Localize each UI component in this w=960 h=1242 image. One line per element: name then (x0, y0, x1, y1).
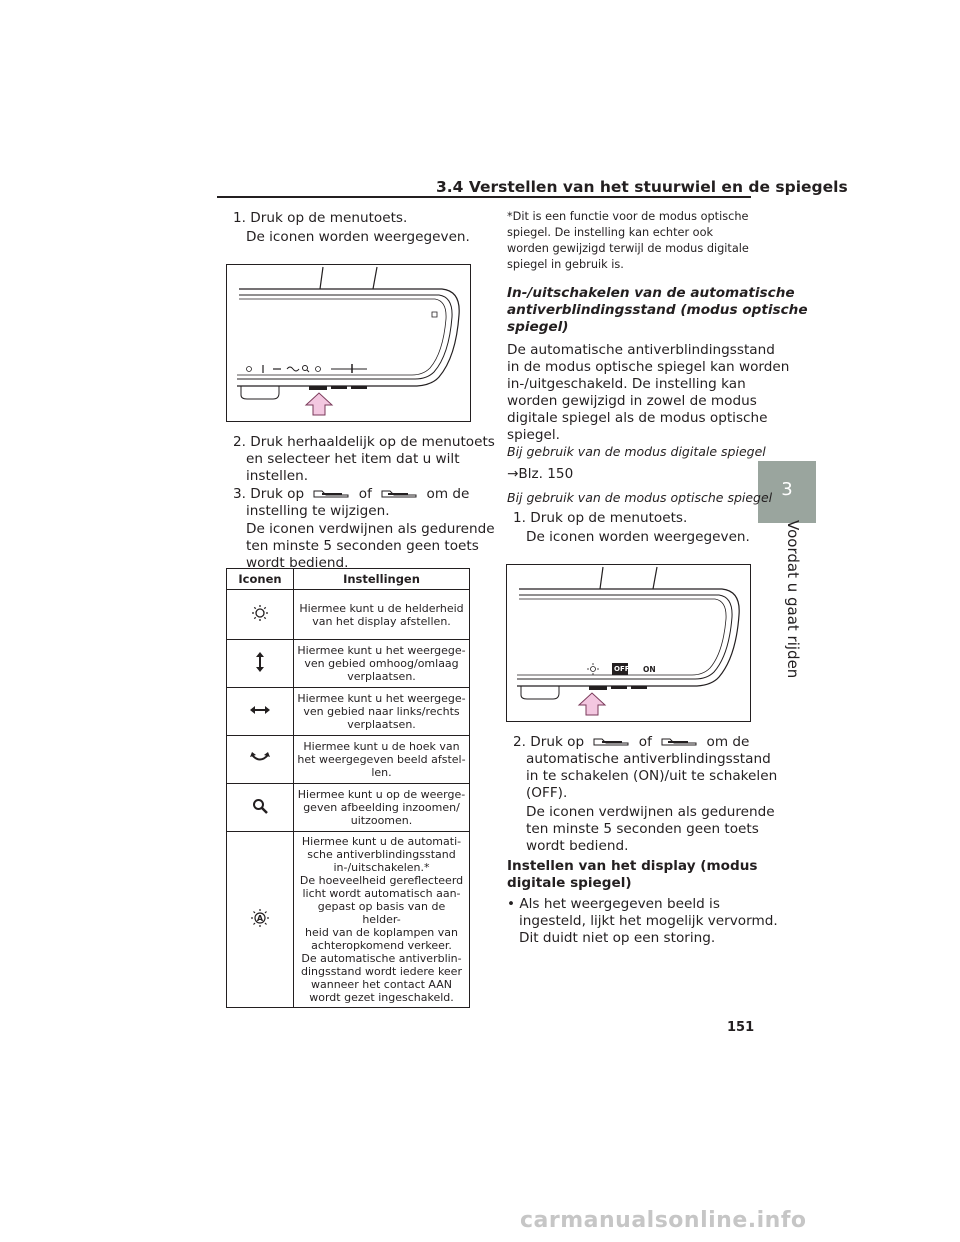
chapter-number: 3 (781, 479, 793, 500)
right-step-2-result: De iconen verdwijnen als gedurende ten minste 5 seconden geen toets wordt bediend. (526, 804, 775, 854)
table-header-icons: Iconen (227, 569, 294, 590)
step-3-line-2: instelling te wijzigen. (246, 503, 390, 519)
icons-table-wrapper (226, 568, 470, 1008)
brightness-icon (227, 590, 294, 640)
table-cell-brightness: Hiermee kunt u de helderheid van het display afstellen. (294, 590, 470, 640)
right-step-1: 1. Druk op de menutoets. (513, 510, 688, 526)
table-row (227, 590, 470, 640)
step-3-text-b: of (358, 486, 372, 502)
svg-text:A: A (256, 914, 264, 923)
paragraph-antiglare: De automatische antiverblindingsstand in de modus optische spiegel kan worden in-/uitgeschakeld. De instelling kan worden gewijzigd in zowel de modus digitale spiegel als de modus optische spiegel. (507, 342, 790, 443)
table-cell-tilt: Hiermee kunt u de hoek van het weergegeven beeld afstel- len. (294, 736, 470, 784)
bullet-note: • Als het weergegeven beeld is ingesteld, lijkt het mogelijk vervormd. Dit duidt niet op een storing. (507, 896, 778, 946)
step-2-line-3: instellen. (246, 468, 309, 484)
page-reference[interactable]: →Blz. 150 (507, 466, 574, 482)
heading-antiglare: In-/uitschakelen van de automatische antiverblindingsstand (modus optische spiegel) (507, 285, 808, 335)
step-1-result: De iconen worden weergegeven. (246, 229, 470, 245)
auto-antiglare-icon (227, 832, 294, 1008)
right-step-2-rest: automatische antiverblindingsstand in te schakelen (ON)/uit te schakelen (OFF). (526, 751, 778, 801)
section-title: 3.4 Verstellen van het stuurwiel en de spiegels (436, 178, 848, 196)
table-row (227, 736, 470, 784)
page-number: 151 (727, 1020, 755, 1035)
header-rule (217, 196, 751, 198)
step-1: 1. Druk op de menutoets. (233, 210, 408, 226)
updown-arrow-icon (227, 640, 294, 688)
step-3-result-2: ten minste 5 seconden geen toets (246, 538, 479, 554)
right-step-1-result: De iconen worden weergegeven. (526, 529, 750, 545)
table-cell-updown: Hiermee kunt u het weergege- ven gebied omhoog/omlaag verplaatsen. (294, 640, 470, 688)
step-2-line-2: en selecteer het item dat u wilt (246, 451, 460, 467)
watermark: carmanualsonline.info (520, 1208, 807, 1233)
footnote: *Dit is een functie voor de modus optische spiegel. De instelling kan echter ook worden gewijzigd terwijl de modus digitale spiegel in gebruik is. (507, 210, 749, 271)
table-cell-zoom: Hiermee kunt u op de weerge- geven afbeelding inzoomen/ uitzoomen. (294, 784, 470, 832)
up-button-icon (592, 737, 630, 747)
mirror-illustration-icon (227, 265, 470, 421)
table-row (227, 640, 470, 688)
icons-table (226, 568, 470, 1008)
zoom-icon (227, 784, 294, 832)
table-row (227, 784, 470, 832)
down-button-icon (660, 737, 698, 747)
table-cell-auto-antiglare: Hiermee kunt u de automati- sche antiverblindingsstand in-/uitschakelen.* De hoeveelheid gereflecteerd licht wordt automatisch aan- gepast op basis van de helder- heid van de koplampen van achteropkomend verkeer. De automatische antiverblin- dingsstand wordt iedere keer wanneer het contact AAN wordt gezet ingeschakeld. (294, 832, 470, 1008)
step-3-text-c: om de (426, 486, 470, 502)
on-label: ON (643, 665, 656, 674)
chapter-title: Voordat u gaat rijden (784, 520, 802, 679)
leftright-arrow-icon (227, 688, 294, 736)
table-header-settings: Instellingen (294, 569, 470, 590)
mirror-figure-1 (226, 264, 471, 422)
step-3-text-a: 3. Druk op (233, 486, 305, 502)
right-step-2-line-1: 2. Druk op of om de (513, 734, 750, 750)
up-button-icon (312, 489, 350, 499)
step-3-line-1 (233, 486, 469, 503)
heading-display: Instellen van het display (modus digitale spiegel) (507, 858, 758, 891)
step-3-result-3: wordt bediend. (246, 555, 349, 571)
table-row (227, 688, 470, 736)
step-2-line-1: 2. Druk herhaaldelijk op de menutoets (233, 434, 495, 450)
table-row (227, 832, 470, 1008)
tilt-icon (227, 736, 294, 784)
off-label: OFF (614, 665, 630, 673)
step-3-result-1: De iconen verdwijnen als gedurende (246, 521, 495, 537)
subheading-optical: Bij gebruik van de modus optische spiegel (507, 490, 773, 505)
subheading-digital: Bij gebruik van de modus digitale spiegel (507, 444, 766, 459)
mirror-figure-2 (506, 564, 751, 722)
down-button-icon (380, 489, 418, 499)
mirror-illustration-icon (507, 565, 750, 721)
table-cell-leftright: Hiermee kunt u het weergege- ven gebied naar links/rechts verplaatsen. (294, 688, 470, 736)
